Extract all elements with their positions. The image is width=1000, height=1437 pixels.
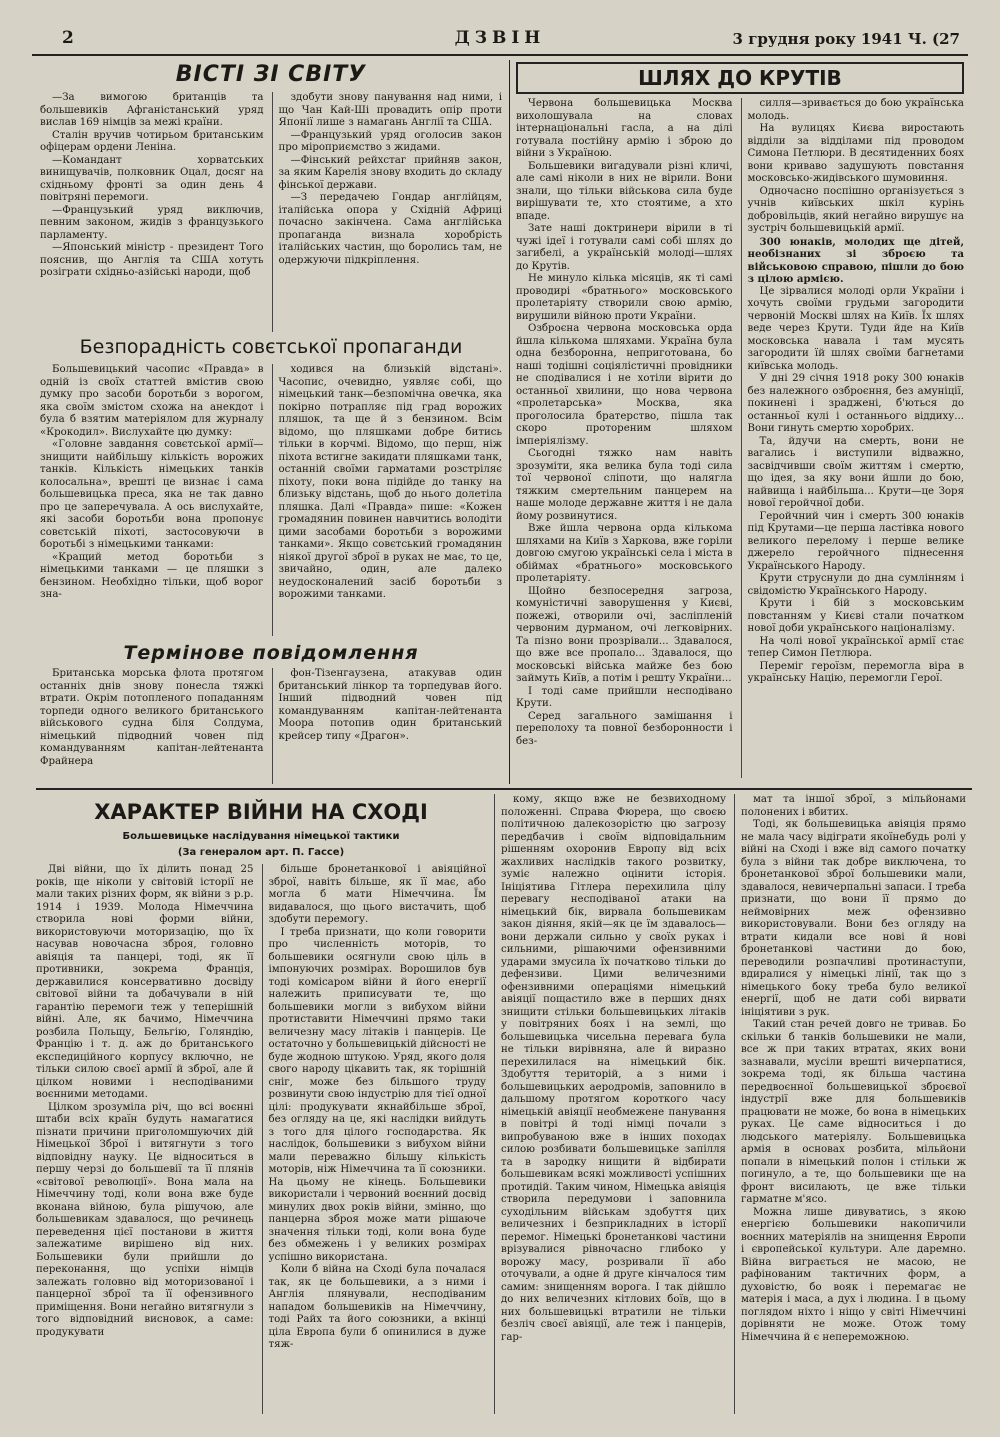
- paragraph: Большевицький часопис «Правда» в одній із своїх статтей вмістив свою думку про засоби боротьби з ворогом, яка своїм змістом схожа на анекдот і була б взятим матеріялом для журналу «Крокодил». Вислухайте цю думку:: [40, 364, 264, 438]
- paragraph: ходився на близькій відстані». Часопис, очевидно, уявляє собі, що німецький танк—безпомічна овечка, яка покірно потрапляє під град ворожих пляшок, та ще й з бензином. Всім відомо, що пляшками добре битись тільки в корчмі. Відомо, що перш, ніж піхота встигне закидати пляшками танк, останній своїми гарматами розстріляє піхоту, поки вона підійде до танку на близьку відстань, щоб до нього долетіла пляшка. Далі «Правда» пише: «Кожен громадянин повинен навчитись володіти цими засобами боротьби з ворожими танками». Якщо совєтський громадянин ніякої другої зброї в руках не має, то це, звичайно, один, але далеко неудосконалений засіб боротьби з ворожими танками.: [278, 364, 502, 600]
- paragraph: кому, якщо вже не безвиходному положенні. Справа Фюрера, що своєю політичною далекозорістю цю загрозу передбачив і своїм відповідальним рішенням охоронив Европу від всіх жахливих наслідків такого розвитку, зуміє належно оцінити історія. Ініціятива Гітлера перехилила цілу перевагу несподіваної атаки на німецький бік, вирвала большевикам закон діяння, якій—як це їм здавалось—вони держали сильно у своїх руках і сильними, рішаючими офензивними ударами змусила їх початково тільки до дефензиви. Цими величезними офензивними операціями німецький авіяції пощастило вже в перших днях знищити стільки большевицьких літаків у повітряних боях і на землі, що большевицька чисельна перевага була не тільки вирівняна, але й виразно перехилилася на німецький бік. Здобуття територій, а з ними і большевицьких аеродромів, заповнило в дальшому протягом короткого часу німецькій авіяції необмежене панування в повітрі й тоді німці почали з випробуваною вже в інших походах силою розбивати большевицьке запілля та в зародку нищити й відбирати большевикам всякі можливості успішних протидій. Таким чином, Німецька авіяція створила передумови і заповнила суходільним військам здобуття цих величезних і безприкладних в історії перемог. Німецькі бронетанкові частини врізувалися рівночасно глибоко у ворожу масу, розривали її або оточували, а одне й друге кінчалося тим самим: знищенням ворога. І так дійшло до них величезних кітлових боїв, що в них большевицькі втратили не тільки безліч своєї авіяції, але теж і панцерів, гар-: [501, 794, 726, 1343]
- kharakter-subtitle: Большевицьке наслідування німецької тактики: [122, 831, 400, 842]
- paragraph: Вже йшла червона орда кількома шляхами на Київ з Харкова, вже горіли довгою смугою українські села і міста в обіймах «братнього» московського пролетаріяту.: [516, 523, 733, 584]
- paragraph: здобути знову панування над ними, і що Чан Кай-Ші провадить опір проти Японії лише з намагань Англії та США.: [278, 92, 502, 128]
- paragraph: Щойно безпосередня загроза, комуністичні заворушення у Києві, пожежі, отворили очі, засліпленій червоним дурманом, очі легковірних. Та пізно вони прозрівали... Здавалося, що вже все пропало... Здавалося, що московські війська майже без бою займуть Київ, а потім і решту України...: [516, 585, 733, 684]
- mid-rule: [36, 788, 972, 790]
- paragraph: Такий стан речей довго не тривав. Бо скільки б танків большевики не мали, все ж при таких втратах, яких вони зазнавали, мусіли врешті вичерпатися, зокрема тоді, як більша частина передвоєнної большевицької зброєвої індустрії вже для большевиків працювати не може, бо вона в німецьких руках. Це саме відноситься і до людського матеріялу. Большевицька армія в основах розбита, мільйони попали в німецький полон і стільки ж погинуло, а те, що большевики ще на фронт висилають, це вже тільки гарматне м'ясо.: [741, 1019, 966, 1205]
- paragraph: На чолі нової української армії стає тепер Симон Петлюра.: [747, 635, 964, 659]
- paragraph: І треба признати, що коли говорити про численність моторів, то большевики осягнули свою ціль в імпонуючих розмірах. Ворошилов був тоді комісаром війни й його енергії належить приписувати те, що большевики могли з вибухом війни протиставити Німеччині прямо таки величезну масу літаків і панцерів. Це остаточно у большевицькій дійсності не буде жодною штукою. Уряд, якого доля свого народу цікавить так, як торішній сніг, може без більшого труду розвинути свою індустрію для тієї одної цілі: продукувати якнайбільше зброї, без огляду на це, які наслідки вийдуть з того для цілого господарства. Як наслідок, большевики з вибухом війни мали переважно більшу кількість моторів, ніж Німеччина та її союзники. На цьому не кінець. Большевики використали і червоний воєнний досвід минулих двох років війни, змінно, що панцерна зброя може мати рішаюче значення тільки тоді, коли вона буде без обмежень і у великих розмірах успішно використана.: [268, 926, 486, 1263]
- shliakh-title: ШЛЯХ ДО КРУТІВ: [638, 66, 842, 90]
- paragraph: Крути струснули до дна сумлінням і свідомістю Українського Народу.: [747, 573, 964, 597]
- paragraph: мат та іншої зброї, з мільйонами полонених і вбитих.: [741, 794, 966, 818]
- paragraph: Дві війни, що їх ділить понад 25 років, ще ніколи у світовій історії не мали таких різних форм, як війни з р.р. 1914 і 1939. Молода Німеччина створила нові форми війни, використовуючи моторизацію, що їх насував новочасна зброя, головно авіяція та панцері, тоді, як її противники, зокрема Франція, державилися консервативно досвіду світової війни та добачували в ній гарантію перемоги теж у теперішній війні. Але, як бачимо, Німеччина розбила Польщу, Бельгію, Голяндію, Францію і т. д. аж до британського експедиційного корпусу включно, не тільки силою своєї армії й зброї, але й цілком новими і несподіваними воєнними методами.: [36, 864, 254, 1100]
- terminove-col-2: [272, 668, 503, 784]
- paragraph: У дні 29 січня 1918 року 300 юнаків без належного озброєння, без амуніції, покинені і зраджені, б'ються до останньої кулі і останнього віддиху... Вони гинуть смертю хоробрих.: [747, 373, 964, 434]
- paragraph: Цілком зрозуміла річ, що всі воєнні штаби всіх країн будуть намагатися пізнати причини приголомшуючих дій Німецької Зброї і витягнути з того відповідну науку. Це відноситься в першу черзі до большевії та її плянів «світової революції». Вона мала на Німеччину тоді, коли вона вже буде вконана війною, була рішучою, але большевикам здавалося, що речинець переведення цієї постанови в життя залежатиме вирішено від них. Большевики були прийшли до переконання, що успіхи німців залежать головно від моторизованої і панцерної зброї та її офензивного приміщення. Вони негайно витягнули з того відповідний висновок, а саме: продукувати: [36, 1101, 254, 1338]
- paragraph: —Командант хорватських винищувачів, полковник Оцал, досяг на східньому фронті за один день 4 повітряні перемоги.: [40, 154, 264, 203]
- kharakter-col-4: [734, 794, 966, 1414]
- paragraph: Зате наші доктринери вірили в ті чужі ідеї і готували самі собі шлях до загибелі, а українській молоді—шлях до Крутів.: [516, 223, 733, 272]
- bezporiadnist-col-1: [40, 364, 264, 636]
- paragraph: Червона большевицька Москва вихолошувала на словах інтернаціональні гасла, а на ділі готувала постійну армію і зброю до війни з Україною.: [516, 98, 733, 159]
- paragraph: фон-Тізенгаузена, атакував один британський лінкор та торпедував його. Інший підводний човен під командуванням капітан-лейтенанта Моора потопив один британський крейсер типу «Драгон».: [278, 668, 502, 742]
- paragraph: Можна лише дивуватись, з якою енергією большевики накопичили воєнних матеріялів на знищення Европи і європейської культури. Але даремно. Війна виграється не масою, не рафінованим тактичних форм, а духовістю, бо вояк і перемагає не матерія і маса, а дух і людина. І в цьому поглядом ніхто і ніщо у світі Німеччині дорівняти не може. Отож тому Німеччина й є непереможною.: [741, 1206, 966, 1343]
- kharakter-title: ХАРАКТЕР ВІЙНИ НА СХОДІ: [94, 800, 428, 824]
- paragraph: «Кращий метод боротьби з німецькими танками — це пляшки з бензином. Необхідно тільки, щоб ворог зна-: [40, 551, 264, 600]
- bezporiadnist-title: Безпорадність совєтської пропаганди: [79, 336, 463, 358]
- paragraph: Сьогодні тяжко нам навіть зрозуміти, яка велика була тоді сила тої червоної сліпоти, що налягла тяжким смертельним панцерем на наше молоде державне життя і не дала йому розвинутися.: [516, 448, 733, 522]
- paragraph: Крути і бій з московським повстанням у Києві стали початком нової доби українського націоналізму.: [747, 598, 964, 634]
- vesti-title: ВІСТІ ЗІ СВІТУ: [175, 62, 367, 87]
- paragraph: Сталін вручив чотирьом британським офіцерам ордени Леніна.: [40, 129, 264, 153]
- vesti-col-2: [272, 92, 503, 332]
- paragraph: —Французький уряд оголосив закон про міроприємство з жидами.: [278, 129, 502, 153]
- paragraph: Це зірвалися молоді орли України і хочуть своїми грудьми загородити червоній Москві шлях на Київ. Їх шлях веде через Крути. Туди йде на Київ московська навала і там мусять загородити їй шлях своїми багнетами київська молодь.: [747, 285, 964, 372]
- page-header: [40, 28, 960, 54]
- vesti-section: [40, 62, 502, 332]
- column-divider: [509, 60, 510, 784]
- paragraph: Озброєна червона московська орда йшла кількома шляхами. Україна була одна безборонна, неприготована, бо наші тодішні соціялістичні провідники не сподівалися і не хотіли вірити до останньої хвилини, що нова червона «пролетарська» Москва, яка проголосила братерство, пішла так скоро протореним шляхом імперіялізму.: [516, 323, 733, 447]
- paragraph: —За вимогою британців та большевиків Афганістанський уряд вислав 169 німців за межі країни.: [40, 92, 264, 128]
- kharakter-col-1: [36, 864, 254, 1414]
- paragraph: Переміг героїзм, перемогла віра в українську Націю, перемогли Герої.: [747, 660, 964, 684]
- paragraph: Одночасно поспішно організується з учнів київських шкіл курінь добровільців, який негайно вирушує на зустріч большевицькій армії.: [747, 185, 964, 234]
- header-rule: [32, 54, 968, 56]
- paragraph: більше бронетанкової і авіяційної зброї, навіть більше, як її має, або могла б мати Німеччина. Їм видавалося, що цього вистачить, щоб здобути перемогу.: [268, 864, 486, 925]
- shliakh-col-1: [516, 98, 733, 778]
- paragraph: Коли б війна на Сході була почалася так, як це большевики, а з ними і Англія плянували, несподіваним нападом большевиків на Німеччину, тоді Райх та його союзники, а вкінці ціла Европа були б опинилися в дуже тяж-: [268, 1264, 486, 1350]
- paragraph: —З передачею Гондар англійцям, італійська опора у Східній Африці почасно закінчена. Сама англійська пропаганда визнала хоробрість італійських частин, що боролись там, не одержуючи підкріплення.: [278, 192, 502, 266]
- paragraph: Геройчний чин і смерть 300 юнаків під Крутами—це перша ластівка нового великого перелому і перше велике джерело геройчного піднесення Українського Народу.: [747, 510, 964, 572]
- paragraph: —Французький уряд виключив, певним законом, жидів з французького парламенту.: [40, 204, 264, 241]
- terminove-title: Термінове повідомлення: [123, 642, 419, 664]
- kharakter-source: (За генералом арт. П. Гассе): [177, 847, 345, 858]
- paragraph: Большевики вигадували різні кличі, але самі ніколи в них не вірили. Вони знали, що тільки військова сила буде вирішувати те, хто стоятиме, а хто впаде.: [516, 160, 733, 222]
- paragraph: Серед загального замішання і переполоху та повної безборонности і без-: [516, 710, 733, 747]
- vesti-col-1: [40, 92, 264, 332]
- paper-title: ДЗВІН: [454, 28, 546, 48]
- paragraph: Британська морська флота протягом останніх днів знову понесла тяжкі втрати. Окрім потопленого попаданням торпеди одного великого британського військового судна біля Солдума, німецький підводний човен під командуванням капітан-лейтенанта Фрайнера: [40, 668, 264, 767]
- issue-date: 3 грудня року 1941 Ч. (27: [732, 30, 960, 48]
- paragraph: Тоді, як большевицька авіяція прямо не мала часу відіграти якоїнебудь ролі у війні на Сході і вже від самого початку була з війни так добре виключена, то бронетанкової зброї большевики мали, здавалося, невичерпальні запаси. І треба признати, що вони її прямо до неймовірних меж офензивно використовували. Вони без огляду на втрати кидали все нові й нові бронетанкові частини до бою, переводили розпачливі протинаступи, вдиралися у німецькі лінії, так що з німецького боку треба було великої енергії, щоб не дати собі вирвати ініціятиви з рук.: [741, 819, 966, 1018]
- shliakh-col-2: [741, 98, 965, 778]
- kharakter-col-2: [262, 864, 487, 1414]
- bezporiadnist-section: [40, 336, 502, 636]
- paragraph: І тоді саме прийшли несподівано Крути.: [516, 685, 733, 709]
- bezporiadnist-col-2: [272, 364, 503, 636]
- shliakh-section: [516, 62, 964, 784]
- paragraph: Не минуло кілька місяців, як ті самі проводирі «братнього» московського пролетаріяту створили свою армію, вирушили війною проти України.: [516, 273, 733, 322]
- paragraph: На вулицях Києва виростають відділи за відділами під проводом Симона Петлюри. В десятиденних боях вони кривавo задушують повстання московсько-жидівського шумовиння.: [747, 123, 964, 184]
- kharakter-left-block: [36, 794, 486, 1414]
- terminove-section: [40, 642, 502, 784]
- paragraph: 300 юнаків, молодих ще дітей, необізнаних зі зброєю та військовою справою, пішли до бою з цілою армією.: [747, 235, 964, 285]
- terminove-col-1: [40, 668, 264, 784]
- shliakh-title-box: [516, 62, 964, 94]
- paragraph: —Японський міністр - президент Того пояснив, що Англія та США хотуть розіграти східньо-азійські народи, щоб: [40, 242, 264, 278]
- paragraph: Та, йдучи на смерть, вони не вагались і виступили відважно, засвідчивши своїм життям і смертю, що ідея, за яку вони йшли до бою, найвища і найбільша... Крути—це Зоря нової геройчної доби.: [747, 435, 964, 509]
- paragraph: «Головне завдання совєтської армії—знищити найбільшу кількість ворожих танків. Кількість німецьких танків колосальна», врешті це визнає і сама большевицька преса, яка не так давно про це заперечувала. А ось вислухайте, які засоби боротьби вона пропонує совєтській піхоті, застосовуючи в боротьбі з німецькими танками:: [40, 439, 264, 550]
- kharakter-section: [36, 794, 966, 1414]
- paragraph: силля—зривається до бою українська молодь.: [747, 98, 964, 122]
- page-number: 2: [62, 28, 74, 48]
- kharakter-col-3: [494, 794, 726, 1414]
- paragraph: —Фінський рейхстаг прийняв закон, за яким Карелія знову входить до складу фінської держави.: [278, 154, 502, 191]
